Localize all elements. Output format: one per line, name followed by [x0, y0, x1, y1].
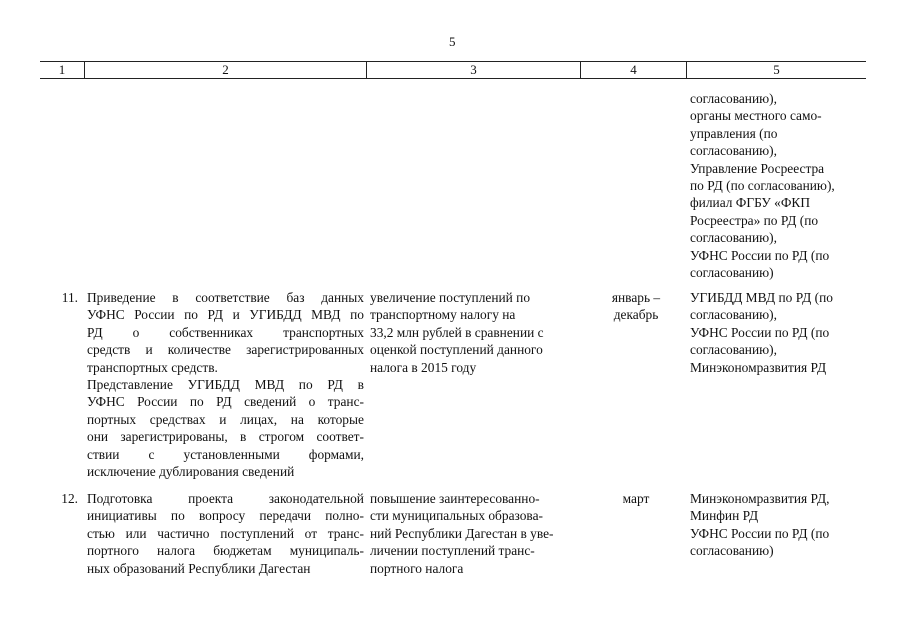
word: данных — [321, 290, 364, 305]
text-line: УФНС России по РД (по — [690, 324, 830, 340]
text-line — [87, 507, 364, 524]
word: РД — [207, 307, 224, 323]
word: УФНС — [87, 307, 125, 323]
word: транс- — [327, 525, 364, 541]
text-line: УГИБДД МВД по РД (по — [690, 290, 833, 305]
row-12-number: 12. — [61, 491, 78, 506]
word: по — [189, 394, 204, 410]
word: России — [137, 394, 178, 410]
word: зарегистрированных — [246, 342, 364, 358]
word: которые — [317, 411, 364, 427]
word: РД — [216, 394, 232, 410]
text-line: управления (по — [690, 125, 778, 141]
word: портного — [87, 543, 139, 559]
text-line: март — [622, 491, 650, 506]
text-line — [87, 324, 364, 341]
text-line: личении поступлений транс- — [370, 543, 535, 559]
header-col-2: 2 — [85, 62, 367, 78]
word: инициативы — [87, 508, 157, 524]
word: УГИБДД — [249, 307, 302, 323]
word: от — [304, 525, 318, 541]
text-line: транспортных средств. — [87, 359, 218, 375]
continuation-responsible — [690, 90, 835, 281]
word: России — [134, 307, 175, 323]
text-line: портного налога — [370, 560, 464, 576]
text-line: оценкой поступлений данного — [370, 342, 543, 358]
row-12-responsible — [690, 490, 829, 560]
word: количестве — [167, 342, 231, 358]
word: МВД — [311, 307, 341, 323]
word: баз — [286, 290, 305, 305]
row-12-measure — [87, 490, 364, 577]
word: собственниках — [169, 324, 254, 340]
word: по — [184, 307, 198, 323]
word: ствии — [87, 446, 120, 462]
word: Представление — [87, 377, 173, 393]
word: вопросу — [198, 508, 246, 524]
word: Приведение — [87, 290, 156, 305]
text-line — [87, 306, 364, 323]
text-line: Минэкономразвития РД — [690, 359, 827, 375]
word: РД — [87, 324, 103, 340]
text-line — [87, 393, 364, 410]
word: они — [87, 429, 109, 445]
row-12-result — [370, 490, 580, 577]
text-line: Росреестра» по РД (по — [690, 212, 819, 228]
word: на — [290, 411, 304, 427]
text-line: ний Республики Дагестан в уве- — [370, 525, 554, 541]
text-line: согласованию) — [690, 543, 774, 559]
word: формами, — [308, 446, 364, 462]
text-line: ных образований Республики Дагестан — [87, 560, 311, 576]
word: бюджетам — [213, 543, 272, 559]
row-11-responsible — [690, 289, 833, 376]
header-col-5: 5 — [773, 62, 780, 77]
text-line: филиал ФГБУ «ФКП — [690, 195, 811, 211]
text-line: согласованию), — [690, 342, 777, 358]
word: по — [298, 377, 313, 393]
text-line — [87, 542, 364, 559]
text-line: январь – — [611, 290, 661, 305]
text-line: УФНС России по РД (по — [690, 247, 830, 263]
word: стью — [87, 525, 115, 541]
word: соответ- — [316, 429, 364, 445]
text-line: УФНС России по РД (по — [690, 525, 830, 541]
row-11-period — [586, 289, 686, 324]
row-11-measure — [87, 289, 364, 480]
word: муниципаль- — [289, 543, 364, 559]
page-number: 5 — [449, 34, 456, 49]
text-line: увеличение поступлений по — [370, 290, 531, 305]
word: о — [308, 394, 316, 410]
word: средств — [87, 342, 131, 358]
word: или — [125, 525, 147, 541]
word: в — [172, 290, 179, 305]
text-line: налога в 2015 году — [370, 359, 477, 375]
header-col-1: 1 — [40, 62, 85, 78]
word: с — [148, 446, 155, 462]
word: частично — [157, 525, 210, 541]
word: лицах, — [240, 411, 278, 427]
text-line — [87, 490, 364, 507]
text-line — [87, 428, 364, 445]
word: по — [350, 307, 364, 323]
text-line: согласованию), — [690, 307, 777, 323]
row-11-result — [370, 289, 580, 376]
word: законодательной — [268, 491, 364, 506]
word: портных — [87, 411, 137, 427]
word: Подготовка — [87, 491, 153, 506]
text-line — [87, 341, 364, 358]
text-line — [87, 411, 364, 428]
text-line — [87, 446, 364, 463]
text-line — [87, 376, 364, 393]
word: налога — [157, 543, 196, 559]
text-line: исключение дублирования сведений — [87, 464, 295, 480]
word: строгом — [258, 429, 305, 445]
text-line: согласованию), — [690, 230, 777, 246]
word: и — [232, 307, 240, 323]
word: о — [132, 324, 140, 340]
word: соответствие — [195, 290, 270, 305]
row-12-period — [586, 490, 686, 507]
word: поступлений — [220, 525, 294, 541]
word: МВД — [254, 377, 285, 393]
text-line: Управление Росреестра — [690, 160, 825, 176]
text-line: Минфин РД — [690, 508, 759, 524]
text-line: согласованию) — [690, 265, 774, 281]
word: и — [219, 411, 227, 427]
word: в — [357, 377, 364, 393]
text-line: повышение заинтересованно- — [370, 491, 540, 506]
word: передачи — [259, 508, 312, 524]
text-line — [87, 525, 364, 542]
text-line: по РД (по согласованию), — [690, 178, 835, 194]
word: и — [145, 342, 153, 358]
text-line: 33,2 млн рублей в сравнении с — [370, 324, 544, 340]
text-line: согласованию), — [690, 143, 777, 159]
word: транс- — [327, 394, 364, 410]
word: установленными — [183, 446, 280, 462]
text-line: сти муниципальных образова- — [370, 508, 543, 524]
word: зарегистрированы, — [120, 429, 228, 445]
row-11-number: 11. — [61, 290, 78, 305]
word: РД — [327, 377, 343, 393]
word: сведений — [244, 394, 297, 410]
word: УФНС — [87, 394, 125, 410]
text-line: декабрь — [613, 307, 659, 323]
word: средствах — [149, 411, 206, 427]
text-line: согласованию), — [690, 91, 777, 106]
word: проекта — [188, 491, 234, 506]
header-col-3: 3 — [367, 62, 581, 78]
text-line — [87, 289, 364, 306]
word: в — [240, 429, 247, 445]
word: транспортных — [283, 324, 364, 340]
table-header-row — [40, 61, 866, 79]
word: полно- — [325, 508, 364, 524]
text-line: транспортному налогу на — [370, 307, 516, 323]
word: по — [170, 508, 185, 524]
header-col-4: 4 — [581, 62, 687, 78]
word: УГИБДД — [187, 377, 240, 393]
text-line: органы местного само- — [690, 108, 822, 124]
text-line: Минэкономразвития РД, — [690, 491, 830, 506]
